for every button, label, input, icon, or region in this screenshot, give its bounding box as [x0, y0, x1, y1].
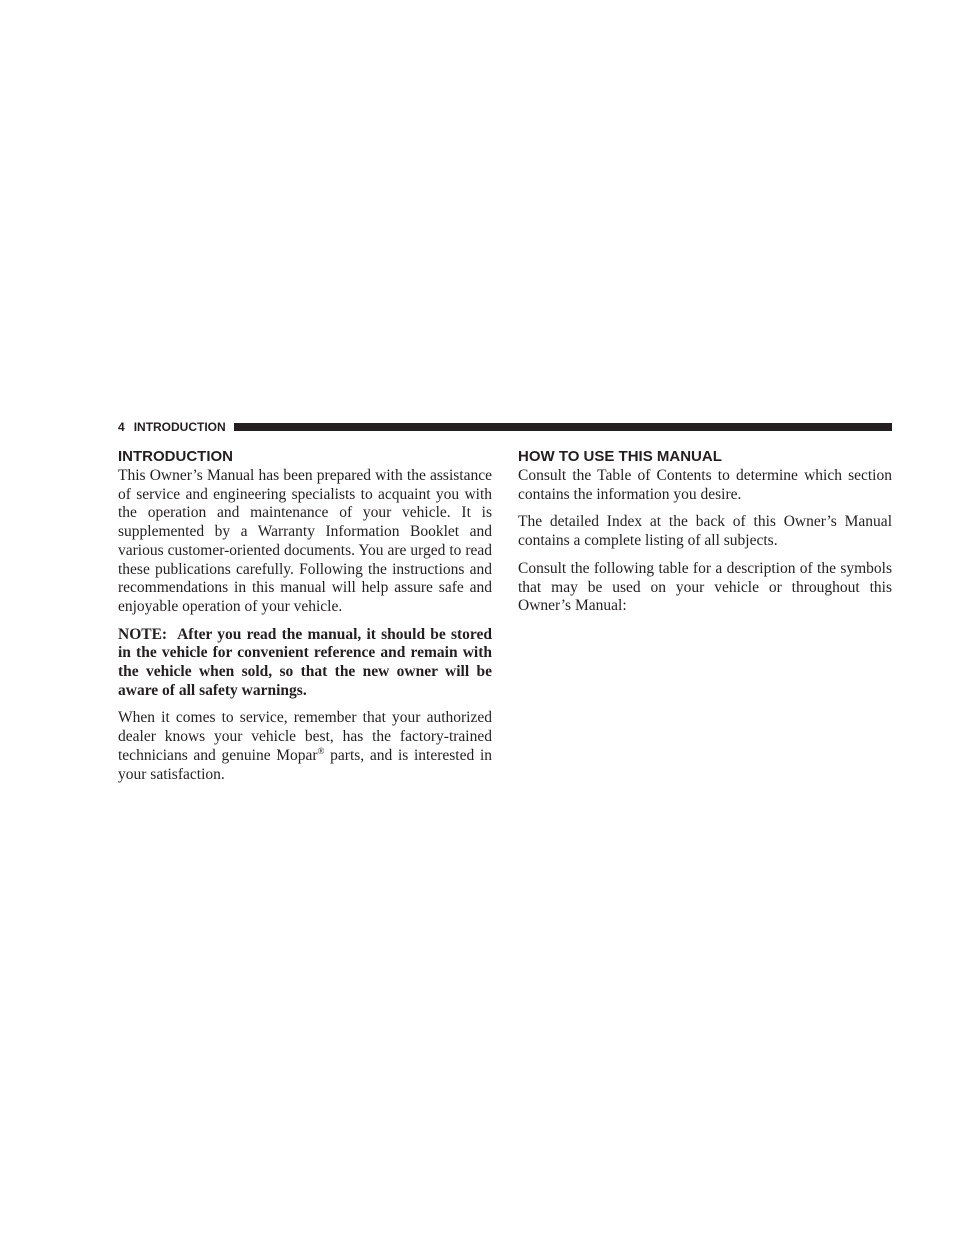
- symbols-paragraph: Consult the following table for a description of the symbols that may be used on your vehicle or throughout this Owner’s Manual:: [518, 559, 892, 615]
- note-label: NOTE:: [118, 625, 168, 643]
- how-to-use-heading: HOW TO USE THIS MANUAL: [518, 448, 722, 465]
- note-text: After you read the manual, it should be stored in the vehicle for convenient reference and remain with the vehicle when sold, so that the new owner will be aware of all safety warnings.: [118, 625, 492, 699]
- introduction-heading: INTRODUCTION: [118, 448, 233, 465]
- page-number: 4: [118, 420, 125, 434]
- index-paragraph: The detailed Index at the back of this Owner’s Manual contains a complete listing of all subjects.: [518, 513, 892, 550]
- left-column: [118, 447, 492, 793]
- note-paragraph: [118, 626, 492, 701]
- page-header: [118, 419, 892, 435]
- service-text-end: parts, and is interested in your satisfaction.: [118, 746, 492, 783]
- service-paragraph: [118, 709, 492, 784]
- service-text-start: When it comes to service, remember that your authorized dealer knows your vehicle best, has the factory-trained technicians and genuine Mopar: [118, 709, 492, 764]
- toc-paragraph: Consult the Table of Contents to determine which section contains the information you desire.: [518, 467, 892, 503]
- running-section-title: INTRODUCTION: [133, 420, 226, 434]
- right-column: [518, 447, 892, 625]
- intro-paragraph: This Owner’s Manual has been prepared with the assistance of service and engineering specialists to acquaint you with the operation and maintenance of your vehicle. It is supplemented by a Warranty Information Booklet and various customer-oriented documents. You are urged to read these publications carefully. Following the instructions and recommendations in this manual will help assure safe and enjoyable operation of your vehicle.: [118, 467, 492, 615]
- registered-mark: ®: [317, 745, 325, 756]
- header-rule: [234, 423, 892, 431]
